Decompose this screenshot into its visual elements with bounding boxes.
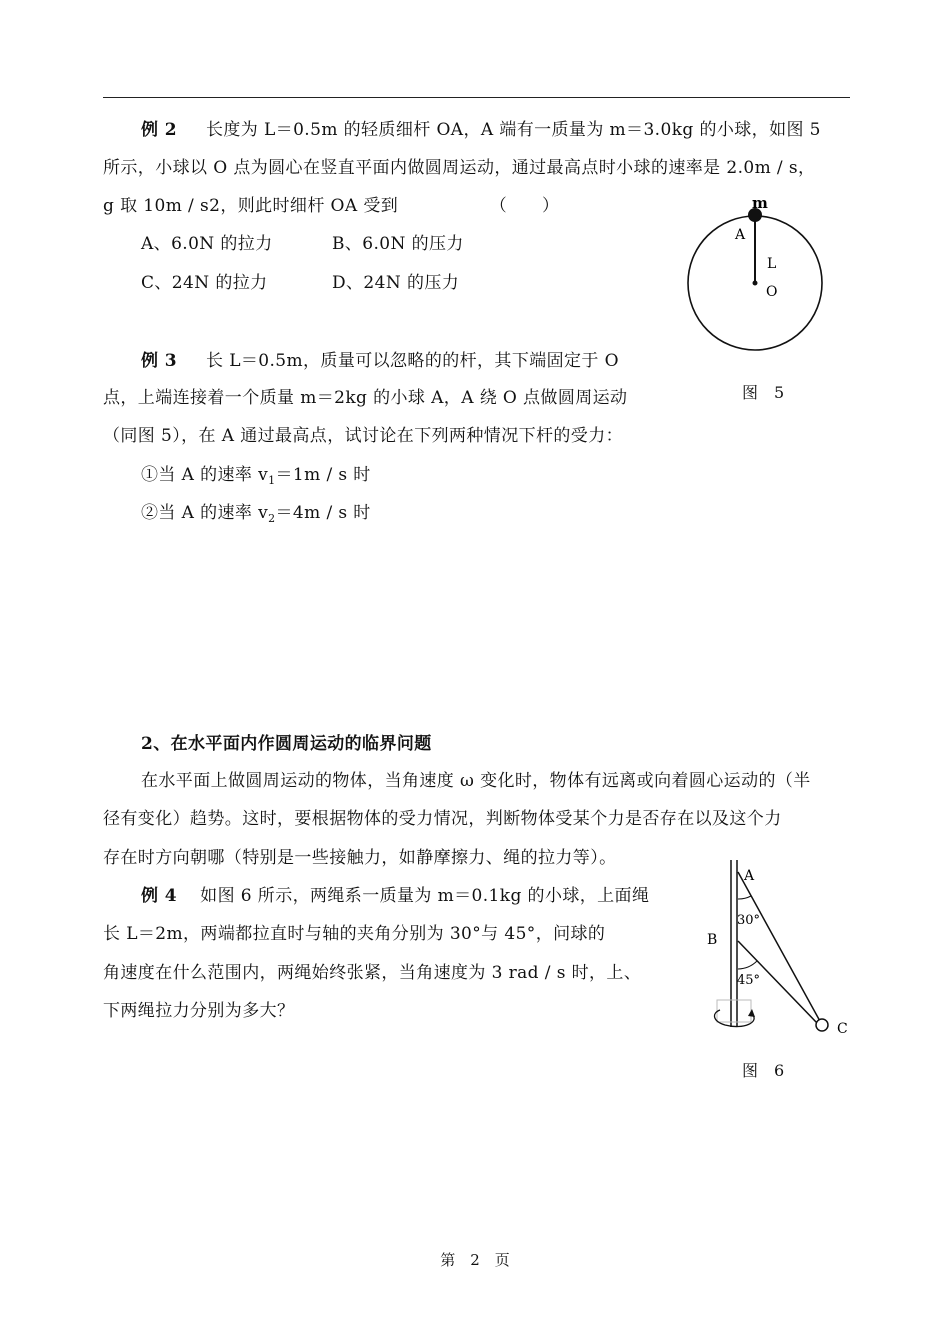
case2 bbox=[141, 502, 371, 530]
example4-line1 bbox=[141, 885, 649, 907]
case2-pre: ②当 A 的速率 v bbox=[141, 503, 269, 523]
case2-sub: 2 bbox=[268, 512, 276, 525]
example2-text1: 长度为 L＝0.5m 的轻质细杆 OA，A 端有一质量为 m＝3.0kg 的小球，如图 5 bbox=[205, 120, 821, 140]
example3-line1 bbox=[141, 350, 619, 372]
figure5-caption: 图 5 bbox=[742, 383, 785, 402]
section2-p1: 在水平面上做圆周运动的物体，当角速度 ω 变化时，物体有远离或向着圆心运动的（半 bbox=[141, 771, 811, 791]
angle-30-label: 30° bbox=[737, 913, 761, 928]
header-rule bbox=[103, 97, 850, 98]
rotation-arrow-icon bbox=[715, 1010, 755, 1027]
angle-arc-45 bbox=[738, 961, 757, 969]
label-a: A bbox=[744, 868, 755, 884]
option-a: A、6.0N 的拉力 bbox=[141, 234, 273, 254]
label-l: L bbox=[767, 256, 777, 272]
example2-text3: g 取 10m / s2，则此时细杆 OA 受到 bbox=[103, 196, 399, 216]
section2-p3: 存在时方向朝哪（特别是一些接触力，如静摩擦力、绳的拉力等）。 bbox=[103, 848, 617, 868]
section2-p2: 径有变化）趋势。这时，要根据物体的受力情况，判断物体受某个力是否存在以及这个力 bbox=[103, 809, 782, 829]
axis-base bbox=[717, 1000, 751, 1022]
example3-line3: （同图 5），在 A 通过最高点，试讨论在下列两种情况下杆的受力： bbox=[103, 426, 624, 446]
page-number: 第 2 页 bbox=[440, 1251, 510, 1269]
angle-45-label: 45° bbox=[737, 973, 761, 988]
option-c: C、24N 的拉力 bbox=[141, 273, 268, 293]
example3-text1: 长 L＝0.5m，质量可以忽略的的杆，其下端固定于 O bbox=[205, 351, 619, 371]
example2-line3 bbox=[103, 195, 559, 217]
example3-line2: 点，上端连接着一个质量 m＝2kg 的小球 A，A 绕 O 点做圆周运动 bbox=[103, 388, 628, 408]
angle-arc-30 bbox=[738, 896, 751, 899]
example2-label: 例 2 bbox=[141, 120, 177, 140]
case1-sub: 1 bbox=[268, 474, 276, 487]
example3-label: 例 3 bbox=[141, 351, 177, 371]
example4-text1: 如图 6 所示，两绳系一质量为 m＝0.1kg 的小球，上面绳 bbox=[200, 886, 650, 906]
option-b: B、6.0N 的压力 bbox=[332, 234, 464, 254]
example2-line2: 所示，小球以 O 点为圆心在竖直平面内做圆周运动，通过最高点时小球的速率是 2.0m / s， bbox=[103, 158, 816, 178]
example2-line1 bbox=[141, 119, 821, 141]
arrowhead-icon bbox=[748, 1009, 755, 1017]
label-m: m bbox=[752, 194, 768, 212]
example4-label: 例 4 bbox=[141, 886, 177, 906]
figure6-caption: 图 6 bbox=[742, 1061, 785, 1080]
example4-line3: 角速度在什么范围内，两绳始终张紧，当角速度为 3 rad / s 时，上、 bbox=[103, 963, 642, 983]
option-d: D、24N 的压力 bbox=[332, 273, 460, 293]
label-b: B bbox=[707, 932, 718, 948]
answer-bracket: （ ） bbox=[489, 196, 560, 216]
center-o bbox=[753, 281, 758, 286]
example4-line2: 长 L＝2m，两端都拉直时与轴的夹角分别为 30°与 45°，问球的 bbox=[103, 924, 606, 944]
case1 bbox=[141, 464, 371, 492]
section2-title: 2、在水平面内作圆周运动的临界问题 bbox=[141, 734, 432, 754]
example4-line4: 下两绳拉力分别为多大？ bbox=[103, 1001, 295, 1021]
figure5-diagram bbox=[680, 190, 840, 365]
label-o: O bbox=[766, 284, 778, 300]
case2-post: ＝4m / s 时 bbox=[275, 503, 371, 523]
label-c: C bbox=[837, 1021, 848, 1037]
case1-pre: ①当 A 的速率 v bbox=[141, 465, 269, 485]
label-a: A bbox=[735, 227, 746, 243]
ball-c bbox=[816, 1019, 828, 1031]
case1-post: ＝1m / s 时 bbox=[275, 465, 371, 485]
figure6-diagram bbox=[700, 855, 860, 1045]
